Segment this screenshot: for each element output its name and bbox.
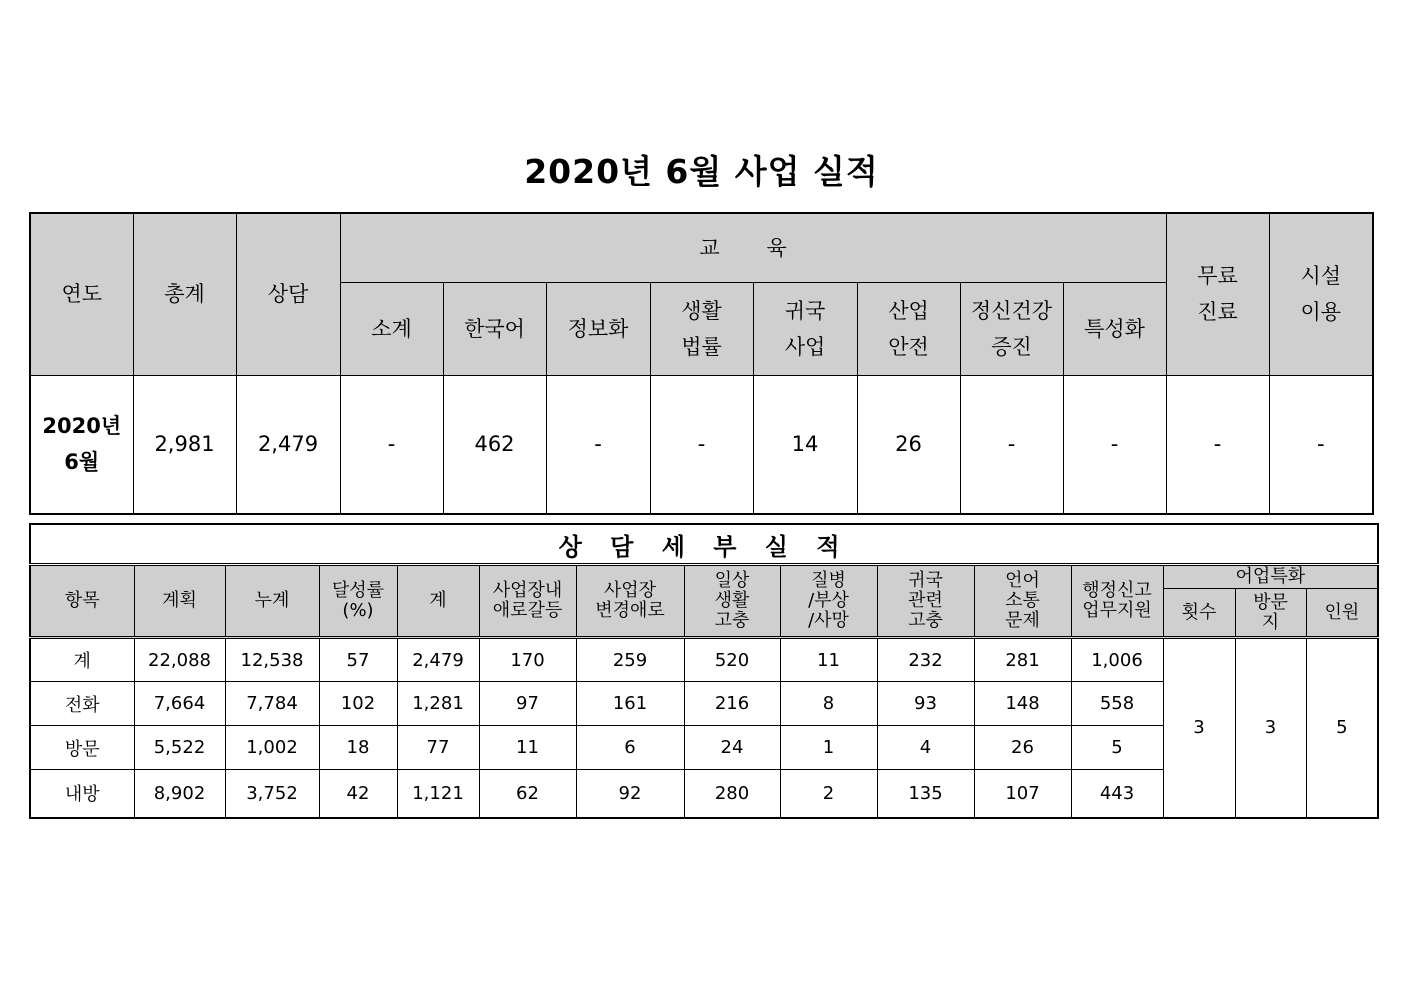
row-label: 내방: [30, 770, 134, 818]
header-item: 항목: [30, 565, 134, 638]
detail-caption: 상 담 세 부 실 적: [30, 524, 1378, 565]
cell-rate: 57: [319, 638, 397, 682]
header-facility: 시설 이용: [1269, 213, 1373, 375]
header-year: 연도: [30, 213, 133, 375]
cell-change: 259: [576, 638, 684, 682]
header-total: 총계: [133, 213, 236, 375]
cell-sum: 1,121: [397, 770, 479, 818]
cell-year: 2020년 6월: [30, 375, 133, 514]
cell-edu-return: 14: [753, 375, 857, 514]
header-cumulative: 누계: [225, 565, 319, 638]
cell-plan: 7,664: [134, 682, 225, 726]
cell-change: 6: [576, 726, 684, 770]
cell-daily: 520: [684, 638, 780, 682]
header-return: 귀국 관련 고충: [877, 565, 974, 638]
row-label: 계: [30, 638, 134, 682]
cell-total: 2,981: [133, 375, 236, 514]
header-counsel: 상담: [236, 213, 340, 375]
cell-daily: 216: [684, 682, 780, 726]
header-rate: 달성률 (%): [319, 565, 397, 638]
cell-edu-safety: 26: [857, 375, 960, 514]
row-label: 전화: [30, 682, 134, 726]
cell-facility: -: [1269, 375, 1373, 514]
cell-conflict: 97: [479, 682, 576, 726]
cell-edu-korean: 462: [443, 375, 546, 514]
cell-cumulative: 7,784: [225, 682, 319, 726]
header-medical: 무료 진료: [1166, 213, 1269, 375]
cell-return: 93: [877, 682, 974, 726]
header-sum: 계: [397, 565, 479, 638]
cell-language: 26: [974, 726, 1071, 770]
cell-sum: 2,479: [397, 638, 479, 682]
header-fishing: 어업특화: [1163, 565, 1378, 589]
header-fishing-count: 횟수: [1163, 589, 1235, 638]
header-plan: 계획: [134, 565, 225, 638]
cell-fishing-count: 3: [1163, 638, 1235, 818]
header-fishing-people: 인원: [1306, 589, 1378, 638]
cell-edu-mental: -: [960, 375, 1063, 514]
cell-return: 4: [877, 726, 974, 770]
cell-language: 107: [974, 770, 1071, 818]
cell-edu-it: -: [546, 375, 650, 514]
cell-edu-special: -: [1063, 375, 1166, 514]
cell-rate: 102: [319, 682, 397, 726]
cell-plan: 8,902: [134, 770, 225, 818]
cell-edu-law: -: [650, 375, 753, 514]
cell-change: 92: [576, 770, 684, 818]
page-title: 2020년 6월 사업 실적: [524, 152, 879, 191]
cell-conflict: 62: [479, 770, 576, 818]
cell-language: 281: [974, 638, 1071, 682]
cell-illness: 11: [780, 638, 877, 682]
cell-cumulative: 1,002: [225, 726, 319, 770]
header-language: 언어 소통 문제: [974, 565, 1071, 638]
header-edu-law: 생활 법률: [650, 282, 753, 375]
header-conflict: 사업장내 애로갈등: [479, 565, 576, 638]
cell-edu-subtotal: -: [340, 375, 443, 514]
header-edu-it: 정보화: [546, 282, 650, 375]
cell-change: 161: [576, 682, 684, 726]
header-edu-mental: 정신건강 증진: [960, 282, 1063, 375]
header-admin: 행정신고 업무지원: [1071, 565, 1163, 638]
header-fishing-sites: 방문 지: [1235, 589, 1306, 638]
cell-counsel: 2,479: [236, 375, 340, 514]
cell-admin: 5: [1071, 726, 1163, 770]
cell-conflict: 11: [479, 726, 576, 770]
header-edu-return: 귀국 사업: [753, 282, 857, 375]
cell-language: 148: [974, 682, 1071, 726]
cell-medical: -: [1166, 375, 1269, 514]
header-edu-special: 특성화: [1063, 282, 1166, 375]
header-illness: 질병 /부상 /사망: [780, 565, 877, 638]
cell-fishing-people: 5: [1306, 638, 1378, 818]
cell-cumulative: 12,538: [225, 638, 319, 682]
row-label: 방문: [30, 726, 134, 770]
header-change: 사업장 변경애로: [576, 565, 684, 638]
cell-sum: 1,281: [397, 682, 479, 726]
summary-table: [29, 212, 1374, 515]
cell-plan: 22,088: [134, 638, 225, 682]
header-edu-korean: 한국어: [443, 282, 546, 375]
cell-admin: 443: [1071, 770, 1163, 818]
cell-daily: 24: [684, 726, 780, 770]
cell-return: 135: [877, 770, 974, 818]
cell-rate: 18: [319, 726, 397, 770]
cell-admin: 1,006: [1071, 638, 1163, 682]
cell-return: 232: [877, 638, 974, 682]
cell-plan: 5,522: [134, 726, 225, 770]
cell-daily: 280: [684, 770, 780, 818]
header-daily: 일상 생활 고충: [684, 565, 780, 638]
cell-rate: 42: [319, 770, 397, 818]
detail-table: [29, 523, 1379, 819]
header-edu-safety: 산업 안전: [857, 282, 960, 375]
header-edu-subtotal: 소계: [340, 282, 443, 375]
cell-admin: 558: [1071, 682, 1163, 726]
cell-illness: 8: [780, 682, 877, 726]
cell-fishing-sites: 3: [1235, 638, 1306, 818]
cell-cumulative: 3,752: [225, 770, 319, 818]
cell-sum: 77: [397, 726, 479, 770]
cell-illness: 2: [780, 770, 877, 818]
header-education: 교 육: [340, 213, 1166, 282]
cell-conflict: 170: [479, 638, 576, 682]
cell-illness: 1: [780, 726, 877, 770]
